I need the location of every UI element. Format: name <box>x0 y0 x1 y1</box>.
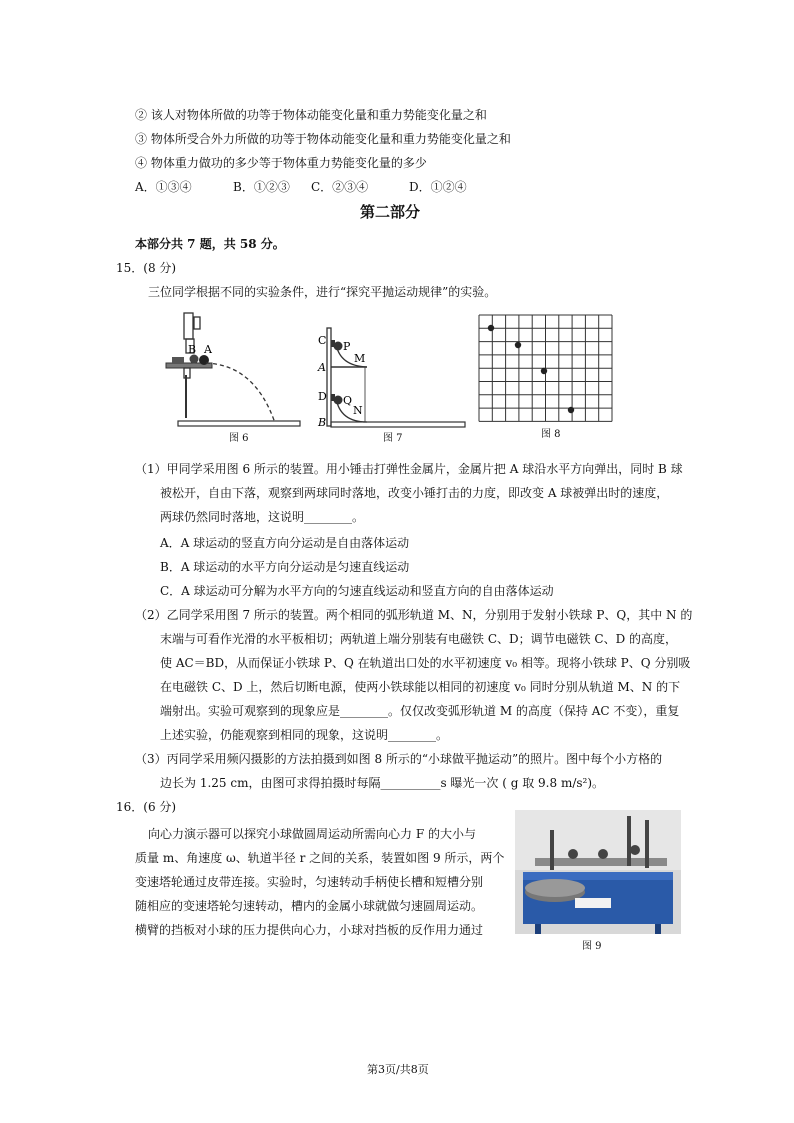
figure-7-label-m: M <box>354 352 366 365</box>
figure-7-label-n: N <box>353 404 363 417</box>
figure-6-label-a: A <box>204 343 212 356</box>
q15-p1-line2: 被松开，自由下落，观察到两球同时落地，改变小锤打击的力度，即改变 A 球被弹出时的速度， <box>160 486 669 500</box>
statement-2: ② 该人对物体所做的功等于物体动能变化量和重力势能变化量之和 <box>135 108 487 122</box>
figure-7-label-q: Q <box>343 394 353 407</box>
q16-line4: 随相应的变速塔轮匀速转动，槽内的金属小球就做匀速圆周运动。 <box>135 899 484 913</box>
section-title: 第二部分 <box>360 203 421 221</box>
q15-p3-line2: 边长为 1.25 cm，由图可求得拍摄时每隔__________s 曝光一次 ( g 取 9.8 m/s²)。 <box>160 776 605 790</box>
q15-p1-option-b: B．A 球运动的水平方向分运动是匀速直线运动 <box>160 560 410 574</box>
q15-p2-line3: 使 AC＝BD，从而保证小铁球 P、Q 在轨道出口处的水平初速度 v₀ 相等。现将小铁球 P、Q 分别吸 <box>160 656 691 670</box>
figure-7-caption: 图 7 <box>383 433 403 444</box>
figure-9-caption: 图 9 <box>582 941 602 952</box>
q15-p2-line2: 末端与可看作光滑的水平板相切；两轨道上端分别装有电磁铁 C、D；调节电磁铁 C、D 的高度， <box>160 632 678 646</box>
figure-6-label-b: B <box>188 343 197 356</box>
figure-8 <box>478 314 616 426</box>
question-15-intro: 三位同学根据不同的实验条件，进行“探究平抛运动规律”的实验。 <box>148 285 497 299</box>
figure-7 <box>312 320 472 435</box>
question-16-number: 16．(6 分) <box>116 800 177 814</box>
figure-6-caption: 图 6 <box>229 433 249 444</box>
figure-6 <box>160 305 310 445</box>
figure-7-label-p: P <box>343 340 351 353</box>
q15-p2-line5: 端射出。实验可观察到的现象应是________。仅仅改变弧形轨道 M 的高度（保持 AC 不变），重复 <box>160 704 680 718</box>
q15-p2-line1: （2）乙同学采用图 7 所示的装置。两个相同的弧形轨道 M、N，分别用于发射小铁球 P、Q，其中 N 的 <box>135 608 693 622</box>
figure-7-label-c: C <box>318 334 327 347</box>
q15-p2-line4: 在电磁铁 C、D 上，然后切断电源，使两小铁球能以相同的初速度 v₀ 同时分别从轨道 M、N 的下 <box>160 680 681 694</box>
statement-4: ④ 物体重力做功的多少等于物体重力势能变化量的多少 <box>135 156 427 170</box>
page-footer: 第3页/共8页 <box>367 1063 429 1076</box>
section-intro: 本部分共 7 题，共 58 分。 <box>135 237 285 251</box>
figure-7-label-d: D <box>318 390 327 403</box>
q16-line2: 质量 m、角速度 ω、轨道半径 r 之间的关系，装置如图 9 所示，两个 <box>135 851 505 865</box>
q16-line3: 变速塔轮通过皮带连接。实验时，匀速转动手柄使长槽和短槽分别 <box>135 875 484 889</box>
q15-p2-line6: 上述实验，仍能观察到相同的现象，这说明________。 <box>160 728 449 742</box>
figure-7-label-a: A <box>318 361 326 374</box>
q15-p1-line1: （1）甲同学采用图 6 所示的装置。用小锤击打弹性金属片，金属片把 A 球沿水平方向弹出，同时 B 球 <box>135 462 683 476</box>
option-c: C．②③④ <box>311 180 369 194</box>
figure-7-label-b: B <box>318 416 327 429</box>
option-b: B．①②③ <box>233 180 290 194</box>
figure-8-caption: 图 8 <box>541 429 561 440</box>
q15-p1-option-c: C．A 球运动可分解为水平方向的匀速直线运动和竖直方向的自由落体运动 <box>160 584 554 598</box>
option-d: D．①②④ <box>409 180 467 194</box>
question-15-number: 15．(8 分) <box>116 261 177 275</box>
q16-line1: 向心力演示器可以探究小球做圆周运动所需向心力 F 的大小与 <box>148 827 476 841</box>
q16-line5: 横臂的挡板对小球的压力提供向心力，小球对挡板的反作用力通过 <box>135 923 484 937</box>
q15-p1-option-a: A．A 球运动的竖直方向分运动是自由落体运动 <box>160 536 410 550</box>
figure-9-photo <box>515 810 681 934</box>
option-a: A．①③④ <box>135 180 192 194</box>
statement-3: ③ 物体所受合外力所做的功等于物体动能变化量和重力势能变化量之和 <box>135 132 511 146</box>
q15-p3-line1: （3）丙同学采用频闪摄影的方法拍摄到如图 8 所示的“小球做平抛运动”的照片。图中每个小方格的 <box>135 752 663 766</box>
q15-p1-line3: 两球仍然同时落地，这说明________。 <box>160 510 365 524</box>
